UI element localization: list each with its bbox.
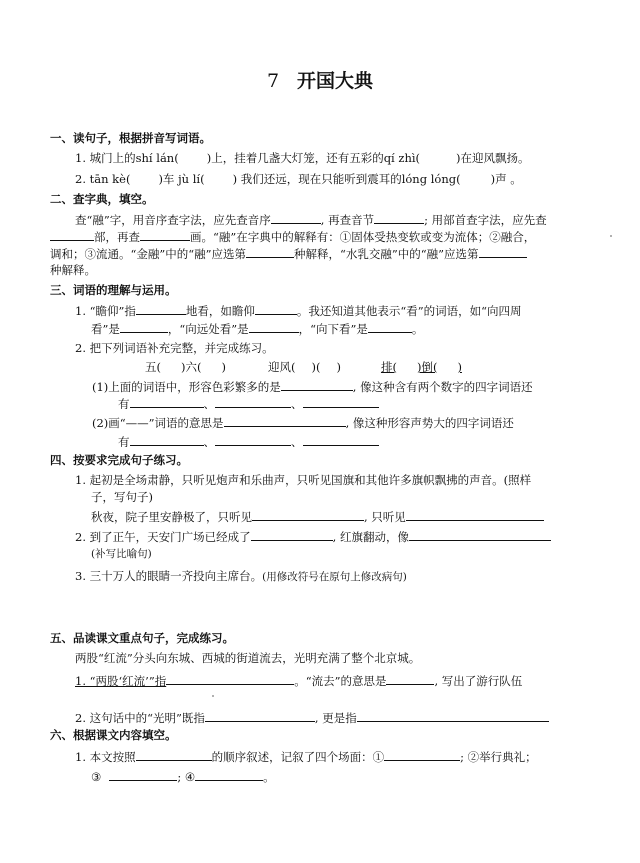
s4-question-1-answer: 秋夜，院子里安静极了，只听见 , 只听见	[91, 508, 544, 525]
blank[interactable]	[136, 302, 186, 315]
s2-line-3: 调和；③流通。“金融”中的“融”应选第 种解释，“水乳交融”中的“融”应选第	[50, 245, 527, 262]
s3-part-1: (1)上面的词语中，形容色彩繁多的是 , 像这种含有两个数字的四字词语还	[92, 380, 533, 394]
s2-line-2: 部，再查 画。“融”在字典中的解释有：①固体受热变软或变为流体；②融合，	[50, 228, 535, 245]
section-4-heading: 四、按要求完成句子练习。	[50, 453, 188, 467]
s5-question-2: 2. 这句话中的“光明”既指 , 更是指	[75, 709, 549, 726]
s2-line-1: 查“融”字，用音序查字法，应先查音序 , 再查音节 ; 用部首查字法，应先查	[75, 213, 547, 227]
s3-part-1-cont: 有 、 、	[118, 395, 379, 412]
blank[interactable]	[136, 748, 212, 761]
blank[interactable]	[130, 395, 204, 408]
blank[interactable]	[303, 395, 379, 408]
s3-question-1-cont: 看”是 ，“向远处看”是 ，“向下看”是 。	[91, 322, 424, 336]
s4-question-1: 1. 起初是全场肃静，只听见炮声和乐曲声，只听见国旗和其他许多旗帜飘拂的声音。(照样	[75, 473, 532, 487]
blank[interactable]	[384, 748, 460, 761]
lesson-title: 开国大典	[297, 70, 374, 92]
blank[interactable]	[50, 228, 94, 241]
s1-question-2: 2. tān kè( )车 jù lí( ) 我们还远，现在只能听到震耳的lóng lóng( )声 。	[75, 172, 522, 186]
blank[interactable]	[281, 378, 353, 391]
s3-part-2: (2)画“——”词语的意思是 , 像这种形容声势大的四字词语还	[92, 416, 514, 430]
s6-question-1-cont: ③ ; ④ 。	[91, 770, 275, 784]
blank[interactable]	[406, 508, 544, 521]
s4-question-3: 3. 三十万人的眼睛一齐投向主席台。(用修改符号在原句上修改病句)	[75, 569, 407, 583]
stray-dot	[212, 695, 214, 697]
s3-question-1: 1. “瞻仰”指 地看，如瞻仰 。我还知道其他表示“看”的词语，如“向四周	[75, 304, 522, 318]
blank[interactable]	[386, 672, 434, 685]
blank[interactable]	[205, 709, 315, 722]
s1-question-1: 1. 城门上的shí lán( )上，挂着几盏大灯笼，还有五彩的qí zhì( )在迎风飘扬。	[75, 151, 530, 165]
blank[interactable]	[215, 395, 291, 408]
blank[interactable]	[357, 709, 549, 722]
blank[interactable]	[368, 320, 412, 333]
s6-question-1: 1. 本文按照 的顺序叙述，记叙了四个场面：① ; ②举行典礼；	[75, 750, 537, 764]
blank[interactable]	[130, 433, 204, 446]
stray-dot	[610, 235, 612, 237]
blank[interactable]	[271, 211, 321, 224]
section-6-heading: 六、根据课文内容填空。	[50, 728, 177, 742]
section-2-heading: 二、查字典，填空。	[50, 192, 154, 206]
blank[interactable]	[109, 768, 177, 781]
blank[interactable]	[224, 414, 346, 427]
section-3-heading: 三、词语的理解与运用。	[50, 283, 177, 297]
s3-part-2-cont: 有 、 、	[118, 433, 379, 450]
s3-question-2: 2. 把下列词语补充完整，并完成练习。	[75, 341, 274, 355]
blank[interactable]	[479, 245, 527, 258]
blank[interactable]	[409, 528, 551, 541]
blank[interactable]	[252, 508, 364, 521]
lesson-number: 7	[266, 70, 280, 92]
s4-question-2-note: (补写比喻句)	[91, 548, 152, 560]
blank[interactable]	[246, 245, 294, 258]
section-1-heading: 一、读句子，根据拼音写词语。	[50, 131, 211, 145]
blank[interactable]	[120, 320, 168, 333]
section-5-heading: 五、品读课文重点句子，完成练习。	[50, 631, 234, 645]
blank[interactable]	[374, 211, 424, 224]
s2-line-4: 种解释。	[50, 263, 96, 277]
blank[interactable]	[215, 433, 291, 446]
s3-fill-words: 五( )六( ) 迎风( )( ) 排( )倒( )	[145, 360, 462, 374]
s4-question-2: 2. 到了正午，天安门广场已经成了 , 红旗翻动，像	[75, 528, 551, 545]
blank[interactable]	[249, 320, 299, 333]
blank[interactable]	[255, 302, 297, 315]
blank[interactable]	[303, 433, 379, 446]
s5-passage: 两股“红流”分头向东城、西城的街道流去，光明充满了整个北京城。	[75, 651, 421, 665]
blank[interactable]	[195, 768, 263, 781]
blank[interactable]	[140, 228, 190, 241]
s5-question-1: 1. “两股‘红流’”指 。“流去”的意思是 , 写出了游行队伍	[75, 674, 523, 688]
page-title	[0, 66, 640, 93]
blank[interactable]	[251, 528, 333, 541]
blank[interactable]	[166, 672, 294, 685]
s4-question-1-cont: 子，写句子)	[91, 490, 153, 504]
